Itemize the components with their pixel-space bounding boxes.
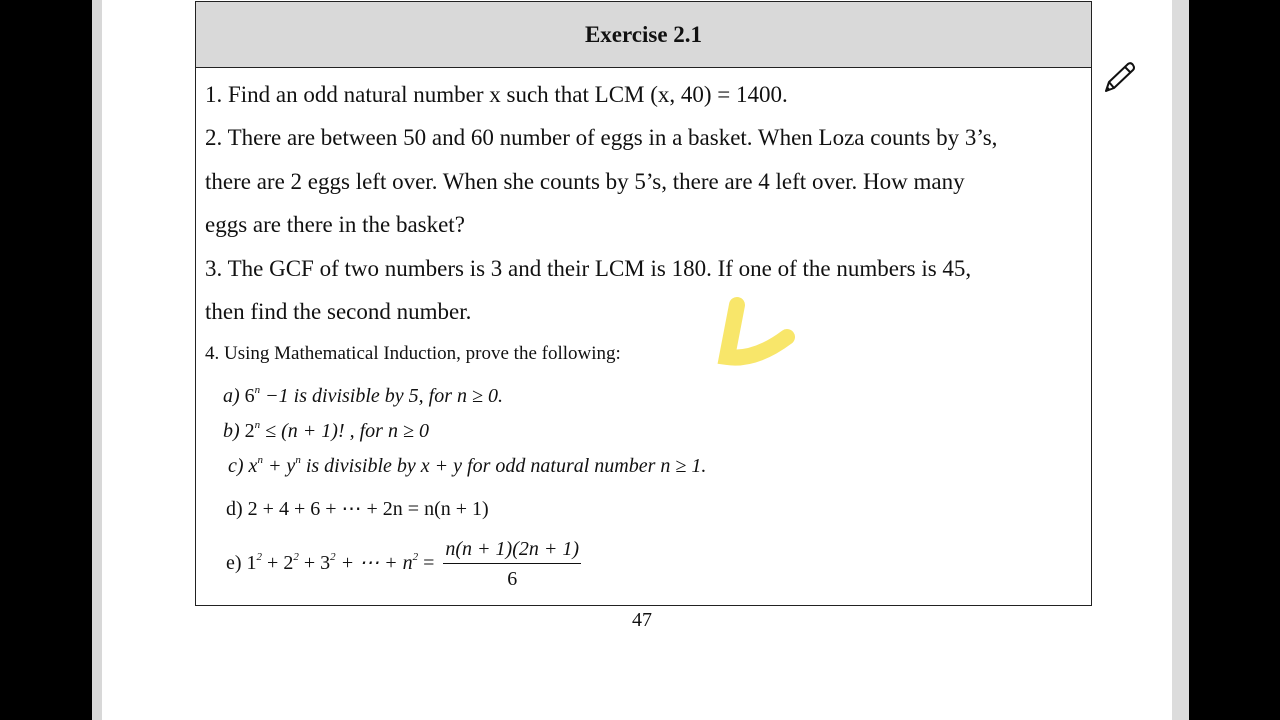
part-label: c) xyxy=(228,455,244,477)
question-2-line-1: 2. There are between 50 and 60 number of eggs in a basket. When Loza counts by 3’s, xyxy=(205,125,998,150)
highlighter-mark xyxy=(715,295,795,375)
pencil-icon[interactable] xyxy=(1102,60,1138,96)
question-3-line-1: 3. The GCF of two numbers is 3 and their LCM is 180. If one of the numbers is 45, xyxy=(205,256,972,281)
part-label: b) xyxy=(223,420,240,442)
viewer-scrollbar[interactable] xyxy=(1172,0,1189,720)
question-1: 1. Find an odd natural number x such that LCM (x, 40) = 1400. xyxy=(205,82,788,107)
question-2-line-2: there are 2 eggs left over. When she counts by 5’s, there are 4 left over. How many xyxy=(205,169,965,194)
question-3-line-2: then find the second number. xyxy=(205,299,472,324)
part-label: a) xyxy=(223,385,240,407)
fraction: $\frac{n(n + 1)(2n + 1)}{6}$ xyxy=(445,538,580,590)
part-c: c) $x^n + y^n$ is divisible by x + y for odd natural number n ≥ 1. xyxy=(228,454,707,477)
exercise-box xyxy=(195,1,1092,606)
question-4: 4. Using Mathematical Induction, prove the following: xyxy=(205,343,621,364)
part-a: a) $6^n -1$ is divisible by 5, for n ≥ 0. xyxy=(223,384,503,407)
page-number: 47 xyxy=(632,609,652,631)
part-b: b) $2^n \le (n + 1)$! , for n ≥ 0 xyxy=(223,419,429,442)
viewer-gutter-left xyxy=(92,0,102,720)
part-d: d) 2 + 4 + 6 + ⋯ + 2n = n(n + 1) xyxy=(226,498,489,520)
part-e: e) $1^2 + 2^2 + 3^2$ + ⋯ + $n^2$ = $\frac{n(n + 1)(2n + 1)}{6}$ xyxy=(226,538,580,590)
question-2-line-3: eggs are there in the basket? xyxy=(205,212,465,237)
exercise-title: Exercise 2.1 xyxy=(196,2,1091,68)
